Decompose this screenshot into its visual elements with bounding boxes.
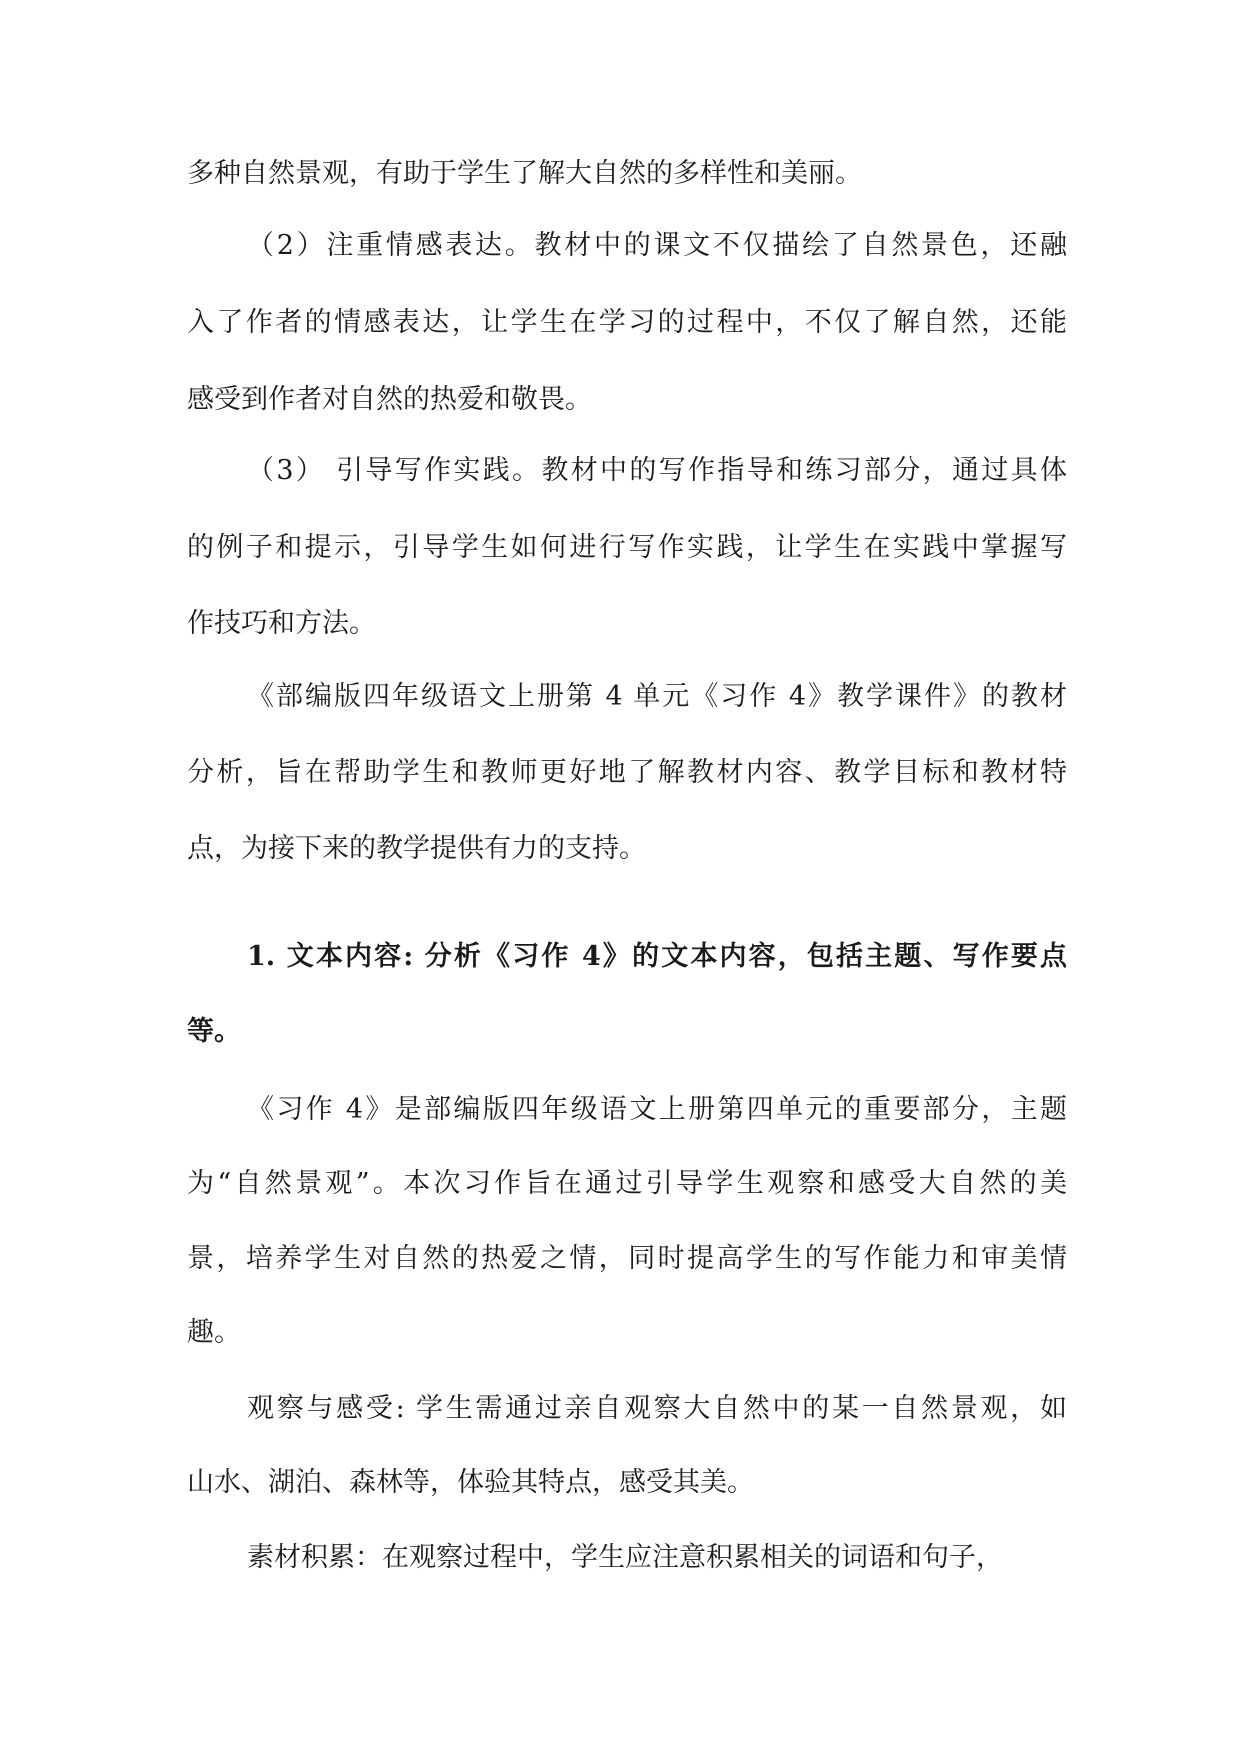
- paragraph-line: 的例子和提示，引导学生如何进行写作实践，让学生在实践中掌握写: [187, 532, 1067, 563]
- paragraph-line: 山水、湖泊、森林等，体验其特点，感受其美。: [187, 1467, 754, 1498]
- section-heading: 1. 文本内容: 分析《习作 4》的文本内容，包括主题、写作要点: [247, 941, 1067, 972]
- section-heading: 等。: [187, 1016, 241, 1047]
- paragraph-line: 点，为接下来的教学提供有力的支持。: [187, 833, 646, 864]
- paragraph-line: 入了作者的情感表达，让学生在学习的过程中，不仅了解自然，还能: [187, 307, 1067, 338]
- paragraph-line: 《习作 4》是部编版四年级语文上册第四单元的重要部分，主题: [247, 1094, 1067, 1125]
- paragraph-line: 观察与感受: 学生需通过亲自观察大自然中的某一自然景观，如: [247, 1393, 1067, 1424]
- paragraph-line: 景，培养学生对自然的热爱之情，同时提高学生的写作能力和审美情: [187, 1243, 1067, 1274]
- paragraph-line: 为“自然景观”。本次习作旨在通过引导学生观察和感受大自然的美: [187, 1168, 1067, 1199]
- paragraph-line: 分析，旨在帮助学生和教师更好地了解教材内容、教学目标和教材特: [187, 757, 1067, 788]
- paragraph-line: 感受到作者对自然的热爱和敬畏。: [187, 384, 592, 415]
- paragraph-line: 趣。: [187, 1317, 241, 1348]
- paragraph-line: 多种自然景观，有助于学生了解大自然的多样性和美丽。: [187, 158, 862, 189]
- paragraph-line: 素材积累：在观察过程中，学生应注意积累相关的词语和句子，: [247, 1542, 1003, 1573]
- paragraph-line: 作技巧和方法。: [187, 608, 376, 639]
- paragraph-line: 《部编版四年级语文上册第 4 单元《习作 4》教学课件》的教材: [247, 681, 1067, 712]
- paragraph-line: （2）注重情感表达。教材中的课文不仅描绘了自然景色，还融: [247, 230, 1067, 261]
- paragraph-line: （3） 引导写作实践。教材中的写作指导和练习部分，通过具体: [247, 455, 1067, 486]
